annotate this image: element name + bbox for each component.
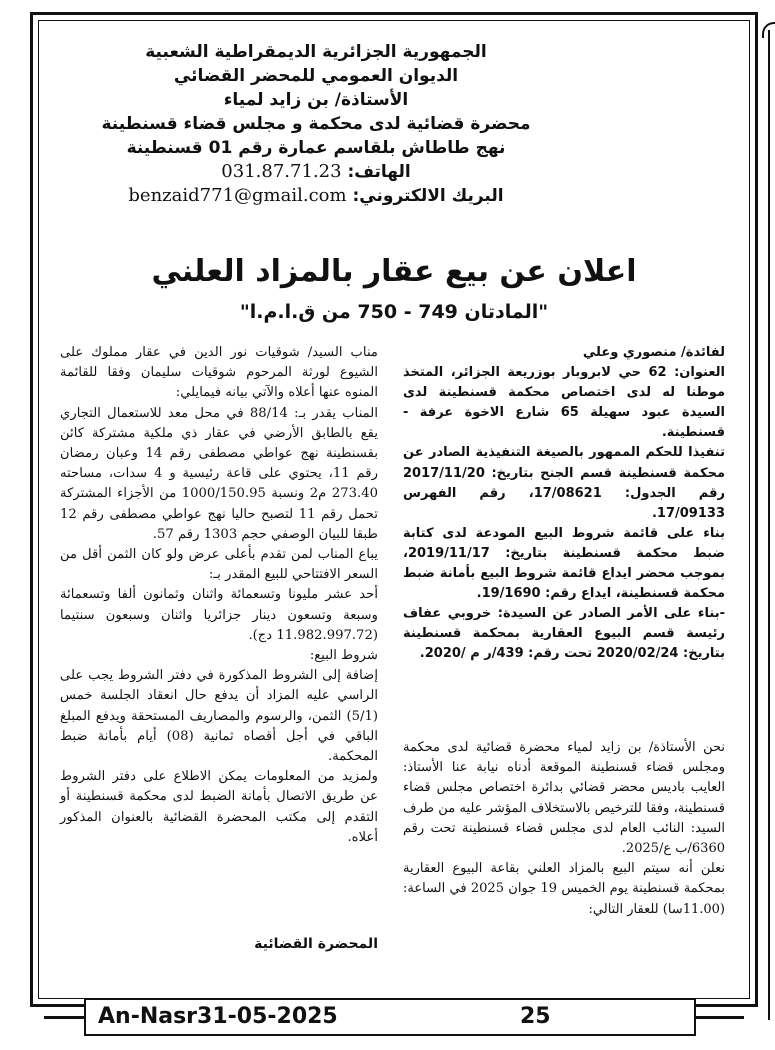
more-information: ولمزيد من المعلومات يمكن الاطلاع على دفتر الشروط عن طريق الاتصال بأمانة الضبط لدى محكمة قسنطينة أو التقدم إلى مكتب المحضرة القضائية بالعنوان المذكور أعلاه. xyxy=(60,769,378,845)
notice-subtitle: "المادتان 749 - 750 من ق.ا.م.ا" xyxy=(239,301,549,323)
notice-title: اعلان عن بيع عقار بالمزاد العلني xyxy=(151,254,637,289)
office-name: الديوان العمومي للمحضر القضائي xyxy=(173,66,459,86)
bailiff-name: الأستاذة/ بن زايد لمياء xyxy=(223,90,409,110)
phone-label: الهاتف: xyxy=(347,162,411,182)
email-address: benzaid771@gmail.com xyxy=(128,185,347,206)
court-order-reference: -بناء على الأمر الصادر عن السيدة: خروبي عفاف رئيسة قسم البيوع العقارية بمحكمة قسنطينة بتاريخ: 2020/02/24 تحت رقم: 439/ر م /2020. xyxy=(403,606,725,662)
property-share: مناب السيد/ شوقيات نور الدين في عقار مملوك على الشيوع لورثة المرحوم شوقيات سليمان وفقا للقائمة المنوه عنها أعلاه والآتي بيانه فيمايلي: xyxy=(60,345,378,401)
property-description: المناب يقدر بـ: 88/14 في محل معد للاستعمال التجاري يقع بالطابق الأرضي في عقار ذي ملكية مشتركة كائن بقسنطينة نهج عواطي مصطفى رقم 14 وعبان رمضان رقم 11، يحتوي على قاعة رئيسية و 4 سدات، مساحته 273.40 م2 ونسبة 1000/150.95 من الأجزاء المشتركة تحمل رقم 11 لتصبح حاليا نهج عواطي مصطفى رقم 12 طبقا للبيان الوصفي حجم 1303 رقم 57. xyxy=(60,405,379,542)
auction-announcement: نعلن أنه سيتم البيع بالمزاد العلني بقاعة البيوع العقارية بمحكمة قسنطينة يوم الخميس 19 جوان 2025 في الساعة: (11.00سا) للعقار التالي: xyxy=(403,861,725,917)
right-column-details xyxy=(403,343,725,665)
opening-price: أحد عشر مليونا وتسعمائة واثنان وثمانون ألفا وتسعمائة وسبعة وتسعون دينار جزائريا واثنان وسبعون سنتيما (11.982.997.72 دج). xyxy=(60,587,378,643)
judgment-reference: تنفيذا للحكم الممهور بالصيغة التنفيذية الصادر عن محكمة قسنطينة قسم الجنح بتاريخ: 2017/11/20 رقم الجدول: 17/08621، رقم الفهرس 17/09133. xyxy=(403,445,725,521)
letterhead xyxy=(50,40,582,208)
sale-conditions-reference: بناء على قائمة شروط البيع المودعة لدى كتابة ضبط محكمة قسنطينة بتاريخ: 2019/11/17، بموجب محضر ايداع قائمة شروط البيع بأمانة ضبط محكمة قسنطينة، ايداع رقم: 19/1690. xyxy=(403,525,725,602)
beneficiary: لفائدة/ منصوري وعلي xyxy=(582,345,725,360)
email-line xyxy=(50,184,582,208)
left-column-property xyxy=(60,343,378,848)
notice-paragraph: نحن الأستاذة/ بن زايد لمياء محضرة قضائية لدى محكمة ومجلس قضاء قسنطينة الموقعة أدناه نيابة عنا الأستاذ: العايب باديس محضر قضائي بدائرة اختصاص مجلس قضاء قسنطينة، وفقا للترخيص بالاستخلاف المؤشر عليه من طرف السيد: النائب العام لدى مجلس قضاء قسنطينة تحت رقم 6360/ب ع/2025. xyxy=(403,740,725,857)
court-name: محضرة قضائية لدى محكمة و مجلس قضاء قسنطينة xyxy=(101,114,531,134)
adjacent-page-edge xyxy=(768,30,775,1020)
beneficiary-address: العنوان: 62 حي لابروبار بوزريعة الجزائر، المتخذ موطنا له لدى اختصاص محكمة قسنطينة لدى السيدة عبود سهيلة 65 شارع الاخوة عرفة - قسنطينة. xyxy=(403,365,725,441)
republic-name: الجمهورية الجزائرية الديمقراطية الشعبية xyxy=(145,42,487,62)
page-footer xyxy=(84,998,696,1036)
sale-terms: إضافة إلى الشروط المذكورة في دفتر الشروط يجب على الراسي عليه المزاد أن يدفع حال انعقاد الجلسة خمس (5/1) الثمن، والرسوم والمصاريف المستحقة ويدفع المبلغ الباقي في أجل أقصاه ثمانية (08) أيام بأمانة ضبط المحكمة. xyxy=(60,668,378,765)
signature: المحضرة القضائية xyxy=(254,936,378,952)
publication-date: An-Nasr31-05-2025 xyxy=(98,1004,338,1029)
sale-rule: يباع المناب لمن تقدم بأعلى عرض ولو كان الثمن أقل من السعر الافتتاحي للبيع المقدر بـ: xyxy=(60,547,378,583)
page-number: 25 xyxy=(520,1004,551,1029)
right-column-notice xyxy=(403,738,725,920)
office-address: نهج طاطاش بلقاسم عمارة رقم 01 قسنطينة xyxy=(126,138,506,158)
email-label: البريك الالكتروني: xyxy=(352,186,504,206)
sale-terms-heading: شروط البيع: xyxy=(309,648,378,664)
phone-number: 031.87.71.23 xyxy=(221,161,342,182)
phone-line xyxy=(50,160,582,184)
